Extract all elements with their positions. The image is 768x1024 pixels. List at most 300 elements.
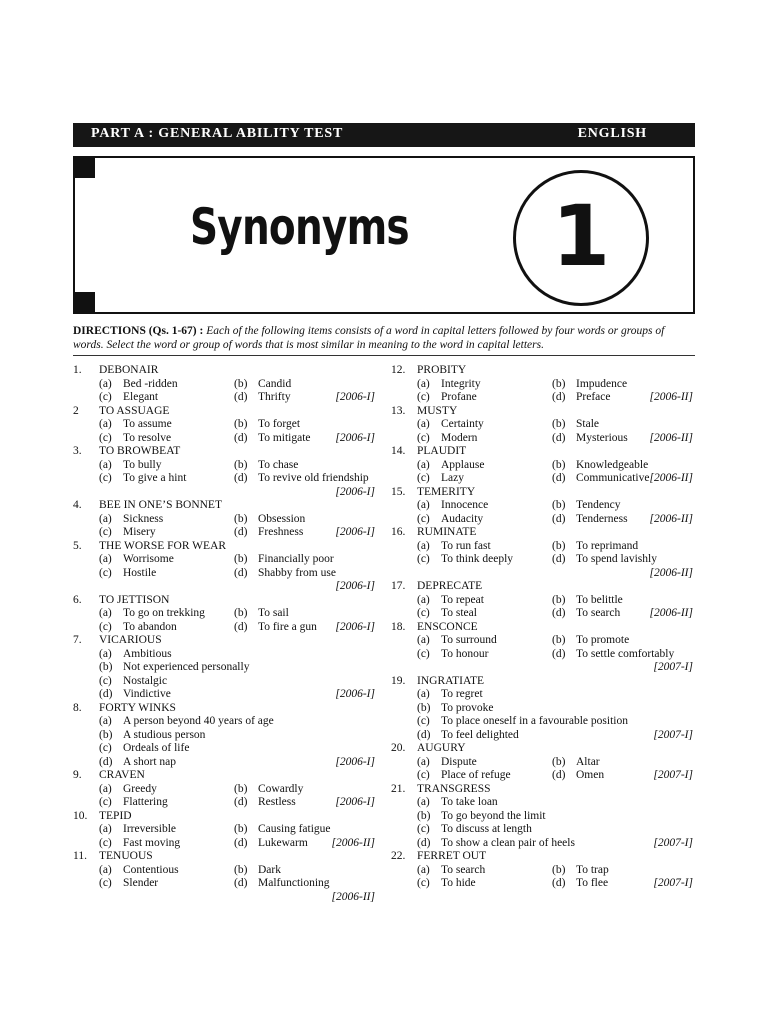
option-key: (a) xyxy=(99,715,112,727)
option-row xyxy=(391,729,701,743)
option xyxy=(234,877,330,891)
option-key: (d) xyxy=(234,391,248,403)
question-item xyxy=(73,594,383,635)
option-key: (a) xyxy=(99,647,112,660)
exam-year: [2006-II] xyxy=(649,391,693,403)
option-row xyxy=(391,864,701,878)
option-key: (c) xyxy=(417,512,430,525)
option-key: (c) xyxy=(99,877,112,889)
question-header xyxy=(73,810,383,824)
question-word: BEE IN ONE’S BONNET xyxy=(99,499,222,511)
option-text: To assume xyxy=(123,418,172,430)
option-row xyxy=(391,837,701,851)
option-key: (b) xyxy=(552,634,566,646)
option-text: To give a hint xyxy=(123,472,187,484)
option-text: To promote xyxy=(576,634,630,646)
question-item xyxy=(73,810,383,851)
question-word: AUGURY xyxy=(417,742,466,754)
question-word: TENUOUS xyxy=(99,850,153,862)
questions-column-right xyxy=(391,364,701,891)
option-key: (c) xyxy=(99,742,112,754)
option-text: To surround xyxy=(441,634,497,646)
option xyxy=(99,418,234,432)
option-key: (d) xyxy=(552,512,566,525)
option-key: (d) xyxy=(417,836,431,849)
option-key: (b) xyxy=(234,823,248,835)
option xyxy=(234,459,298,473)
question-item xyxy=(391,783,701,851)
option-key: (c) xyxy=(99,472,112,484)
option-text: Tenderness xyxy=(576,512,628,525)
exam-year: [2007-I] xyxy=(653,728,693,741)
option xyxy=(417,864,552,878)
question-word: TEPID xyxy=(99,809,132,822)
option-key: (a) xyxy=(417,755,430,768)
question-word: THE WORSE FOR WEAR xyxy=(99,539,227,552)
option-key: (d) xyxy=(234,620,248,633)
question-number: 21. xyxy=(391,782,406,795)
question-word: RUMINATE xyxy=(417,526,477,538)
option-text: Impudence xyxy=(576,377,628,390)
option-key: (b) xyxy=(417,701,431,714)
exam-year: [2006-II] xyxy=(649,472,693,484)
option xyxy=(99,648,383,662)
question-number: 9. xyxy=(73,769,82,781)
option-row xyxy=(73,418,383,432)
directions-text: Each of the following items consists of a word in capital letters followed by four words or groups of words. Select the word or group of words that is most similar in meaning to the word in capital letters. xyxy=(73,325,665,351)
option-row xyxy=(73,715,383,729)
question-item xyxy=(73,702,383,770)
question-header xyxy=(73,594,383,608)
question-number: 12. xyxy=(391,364,406,376)
option-text: To reprimand xyxy=(576,539,639,552)
option-key: (c) xyxy=(417,472,430,484)
option-key: (b) xyxy=(552,499,566,511)
option-key: (b) xyxy=(234,782,248,795)
option xyxy=(234,378,291,392)
option xyxy=(417,837,653,851)
option-key: (d) xyxy=(234,431,248,444)
option-text: To show a clean pair of heels xyxy=(441,836,575,849)
option xyxy=(234,796,296,810)
option xyxy=(552,594,623,608)
question-number: 17. xyxy=(391,580,406,592)
option-key: (a) xyxy=(417,634,430,646)
option xyxy=(234,864,281,878)
option xyxy=(417,702,701,716)
option-row xyxy=(73,756,383,770)
exam-year: [2006-I] xyxy=(335,431,375,444)
exam-year: [2006-I] xyxy=(335,391,375,403)
option xyxy=(552,553,657,567)
option-key: (d) xyxy=(552,391,566,403)
option xyxy=(417,756,552,770)
option-text: To take loan xyxy=(441,796,498,808)
option-key: (a) xyxy=(417,458,430,471)
corner-block-bottom xyxy=(73,292,95,314)
option-text: Lukewarm xyxy=(258,836,308,849)
option-key: (b) xyxy=(234,553,248,565)
question-item xyxy=(391,405,701,446)
option xyxy=(234,418,300,432)
option-row xyxy=(73,607,383,621)
question-header xyxy=(73,702,383,716)
option-row xyxy=(73,567,383,581)
option xyxy=(99,432,234,446)
option-key: (d) xyxy=(552,647,566,660)
option xyxy=(417,810,701,824)
question-word: CRAVEN xyxy=(99,769,145,781)
option xyxy=(417,796,701,810)
option-row xyxy=(73,742,383,756)
option-key: (d) xyxy=(552,769,566,781)
option-key: (b) xyxy=(552,593,566,606)
question-item xyxy=(73,445,383,499)
option-text: Shabby from use xyxy=(258,566,336,579)
option-key: (d) xyxy=(552,472,566,484)
option-text: A studious person xyxy=(123,728,206,741)
option-key: (b) xyxy=(234,863,248,876)
option-row xyxy=(391,877,701,891)
option-key: (d) xyxy=(234,877,248,889)
option xyxy=(552,459,648,473)
option-text: To feel delighted xyxy=(441,728,519,741)
question-header xyxy=(391,364,701,378)
question-number: 22. xyxy=(391,850,406,862)
option-text: Freshness xyxy=(258,526,304,538)
option-text: To go beyond the limit xyxy=(441,809,546,822)
option-text: Altar xyxy=(576,755,600,768)
option xyxy=(417,459,552,473)
option-key: (b) xyxy=(234,458,248,471)
question-header xyxy=(391,526,701,540)
option-key: (a) xyxy=(417,688,430,700)
option-text: To resolve xyxy=(123,431,172,444)
option-text: Lazy xyxy=(441,472,464,484)
question-number: 14. xyxy=(391,445,406,457)
option-row xyxy=(73,378,383,392)
option-text: Hostile xyxy=(123,566,157,579)
questions-column-left xyxy=(73,364,383,904)
option-row xyxy=(73,675,383,689)
option xyxy=(552,418,599,432)
option-key: (c) xyxy=(99,391,112,403)
option xyxy=(99,472,234,486)
exam-year: [2006-I] xyxy=(335,580,375,592)
option xyxy=(552,391,610,405)
option-row xyxy=(73,661,383,675)
option-key: (c) xyxy=(99,674,112,687)
option-text: To regret xyxy=(441,688,483,700)
option xyxy=(99,513,234,527)
option-text: A short nap xyxy=(123,755,177,768)
option-row xyxy=(73,837,383,851)
option xyxy=(99,756,335,770)
option-text: To sail xyxy=(258,607,289,619)
option-text: A person beyond 40 years of age xyxy=(123,715,274,727)
directions-block xyxy=(73,324,695,356)
option xyxy=(417,634,552,648)
option-row xyxy=(391,378,701,392)
option-row xyxy=(73,432,383,446)
question-number: 19. xyxy=(391,674,406,687)
question-word: DEBONAIR xyxy=(99,364,159,376)
option xyxy=(552,472,649,486)
option-text: To repeat xyxy=(441,593,484,606)
option-row xyxy=(391,553,701,567)
option xyxy=(99,567,234,581)
question-item xyxy=(391,675,701,743)
option-key: (c) xyxy=(417,553,430,565)
option-row xyxy=(73,513,383,527)
option-text: Malfunctioning xyxy=(258,877,330,889)
option-row xyxy=(391,634,701,648)
question-number: 6. xyxy=(73,593,82,606)
option-text: Elegant xyxy=(123,391,159,403)
option-text: To chase xyxy=(258,458,299,471)
option-row xyxy=(391,594,701,608)
question-header xyxy=(73,364,383,378)
option-key: (a) xyxy=(99,863,112,876)
question-word: INGRATIATE xyxy=(417,674,485,687)
option-key: (c) xyxy=(417,877,430,889)
question-item xyxy=(73,540,383,594)
exam-year: [2007-I] xyxy=(653,661,693,673)
question-item xyxy=(391,526,701,580)
option-text: Fast moving xyxy=(123,836,181,849)
option-key: (d) xyxy=(234,566,248,579)
exam-year: [2006-I] xyxy=(335,688,375,700)
option-text: Irreversible xyxy=(123,823,176,835)
option xyxy=(417,391,552,405)
option-text: Restless xyxy=(258,796,296,808)
option-text: Mysterious xyxy=(576,431,628,444)
option xyxy=(99,688,335,702)
option-text: Ambitious xyxy=(123,647,172,660)
option-key: (c) xyxy=(99,836,112,849)
option-text: To run fast xyxy=(441,539,491,552)
question-header xyxy=(391,675,701,689)
option-text: Ordeals of life xyxy=(123,742,190,754)
option-key: (d) xyxy=(552,877,566,889)
option-text: To revive old friendship xyxy=(258,472,369,484)
option xyxy=(234,391,291,405)
option xyxy=(552,540,638,554)
option xyxy=(417,499,552,513)
option-row xyxy=(73,553,383,567)
option-row xyxy=(73,688,383,702)
option-text: Preface xyxy=(576,391,611,403)
option-key: (a) xyxy=(99,607,112,619)
option-key: (d) xyxy=(552,553,566,565)
option-text: To abandon xyxy=(123,620,177,633)
option xyxy=(552,607,620,621)
question-word: TRANSGRESS xyxy=(417,782,491,795)
option-row xyxy=(391,756,701,770)
option-key: (a) xyxy=(99,553,112,565)
option-key: (a) xyxy=(99,418,112,430)
option-key: (b) xyxy=(552,755,566,768)
option-row xyxy=(73,877,383,891)
option-text: To belittle xyxy=(576,593,623,606)
option xyxy=(417,594,552,608)
option-row xyxy=(391,418,701,432)
option xyxy=(552,432,628,446)
exam-year: [2006-II] xyxy=(331,836,375,849)
question-word: FERRET OUT xyxy=(417,850,487,862)
option-key: (a) xyxy=(417,539,430,552)
option-key: (b) xyxy=(417,809,431,822)
question-word: PLAUDIT xyxy=(417,445,467,457)
option-text: Applause xyxy=(441,458,485,471)
option xyxy=(417,688,701,702)
question-header xyxy=(73,445,383,459)
exam-year: [2006-I] xyxy=(335,620,375,633)
question-number: 4. xyxy=(73,499,82,511)
option-row xyxy=(391,513,701,527)
question-header xyxy=(391,486,701,500)
question-header xyxy=(391,405,701,419)
corner-block-top xyxy=(73,156,95,178)
option xyxy=(552,634,629,648)
option-text: Obsession xyxy=(258,512,306,525)
option-text: To discuss at length xyxy=(441,823,532,835)
exam-year: [2007-I] xyxy=(653,769,693,781)
exam-year: [2007-I] xyxy=(653,836,693,849)
option xyxy=(99,621,234,635)
question-word: TO ASSUAGE xyxy=(99,404,170,417)
option-row xyxy=(73,391,383,405)
option-row xyxy=(73,621,383,635)
exam-year: [2006-II] xyxy=(649,607,693,619)
question-number: 15. xyxy=(391,485,406,498)
option-key: (a) xyxy=(99,782,112,795)
option-key: (d) xyxy=(552,607,566,619)
option-text: Audacity xyxy=(441,512,484,525)
option xyxy=(234,837,308,851)
question-number: 2 xyxy=(73,404,79,417)
option-text: Nostalgic xyxy=(123,674,168,687)
option-text: To flee xyxy=(576,877,609,889)
option-text: Flattering xyxy=(123,796,168,808)
option xyxy=(417,472,552,486)
option xyxy=(234,823,331,837)
option-key: (a) xyxy=(99,458,112,471)
option-row xyxy=(73,526,383,540)
option-key: (a) xyxy=(99,512,112,525)
option-text: Certainty xyxy=(441,418,484,430)
option xyxy=(417,607,552,621)
question-word: TO JETTISON xyxy=(99,593,170,606)
option xyxy=(552,499,621,513)
option xyxy=(99,553,234,567)
exam-year: [2006-I] xyxy=(335,526,375,538)
option-text: To fire a gun xyxy=(258,620,317,633)
option-text: To go on trekking xyxy=(123,607,205,619)
exam-year: [2006-I] xyxy=(335,485,375,498)
option-text: Financially poor xyxy=(258,553,334,565)
question-number: 20. xyxy=(391,742,406,754)
question-item xyxy=(73,634,383,702)
option xyxy=(99,783,234,797)
option xyxy=(234,472,369,486)
option xyxy=(552,756,600,770)
option-row xyxy=(391,432,701,446)
option-text: Sickness xyxy=(123,512,164,525)
option xyxy=(234,513,305,527)
option-key: (c) xyxy=(99,431,112,444)
option xyxy=(234,607,289,621)
question-word: MUSTY xyxy=(417,404,458,417)
option-key: (c) xyxy=(99,796,112,808)
option-key: (b) xyxy=(234,377,248,390)
option xyxy=(99,715,383,729)
question-word: VICARIOUS xyxy=(99,634,162,646)
question-word: DEPRECATE xyxy=(417,580,483,592)
option-text: Candid xyxy=(258,377,292,390)
option xyxy=(552,769,604,783)
option-text: Thrifty xyxy=(258,391,291,403)
question-item xyxy=(391,742,701,783)
option-row xyxy=(391,499,701,513)
section-header-bar xyxy=(73,123,695,147)
option-key: (b) xyxy=(552,458,566,471)
option-text: To search xyxy=(576,607,621,619)
question-header xyxy=(73,634,383,648)
option-key: (b) xyxy=(552,377,566,390)
option-row xyxy=(391,688,701,702)
chapter-title-box xyxy=(73,156,695,314)
option xyxy=(99,675,383,689)
option xyxy=(99,607,234,621)
option-row xyxy=(391,702,701,716)
option-text: To hide xyxy=(441,877,476,889)
question-word: FORTY WINKS xyxy=(99,701,176,714)
option xyxy=(99,378,234,392)
option xyxy=(417,540,552,554)
option xyxy=(417,418,552,432)
option xyxy=(99,391,234,405)
option-text: Modern xyxy=(441,431,478,444)
option-key: (c) xyxy=(417,391,430,403)
option-text: Dispute xyxy=(441,755,477,768)
option-key: (a) xyxy=(99,377,112,390)
option xyxy=(234,783,303,797)
option-text: Knowledgeable xyxy=(576,458,649,471)
question-item xyxy=(73,405,383,446)
question-header xyxy=(391,621,701,635)
option-row xyxy=(391,648,701,662)
option-key: (c) xyxy=(417,823,430,835)
option-key: (d) xyxy=(417,728,431,741)
exam-year: [2006-II] xyxy=(649,566,693,579)
option-text: To spend lavishly xyxy=(576,553,657,565)
option-key: (a) xyxy=(417,796,430,808)
question-header xyxy=(73,850,383,864)
option-text: To trap xyxy=(576,863,609,876)
question-item xyxy=(391,364,701,405)
question-header xyxy=(73,499,383,513)
option xyxy=(552,378,627,392)
exam-year: [2006-II] xyxy=(331,890,375,903)
question-item xyxy=(391,621,701,675)
option-row xyxy=(73,796,383,810)
option-text: To place oneself in a favourable position xyxy=(441,715,628,727)
option-row xyxy=(73,823,383,837)
question-header xyxy=(73,540,383,554)
question-item xyxy=(391,486,701,527)
question-number: 10. xyxy=(73,809,88,822)
